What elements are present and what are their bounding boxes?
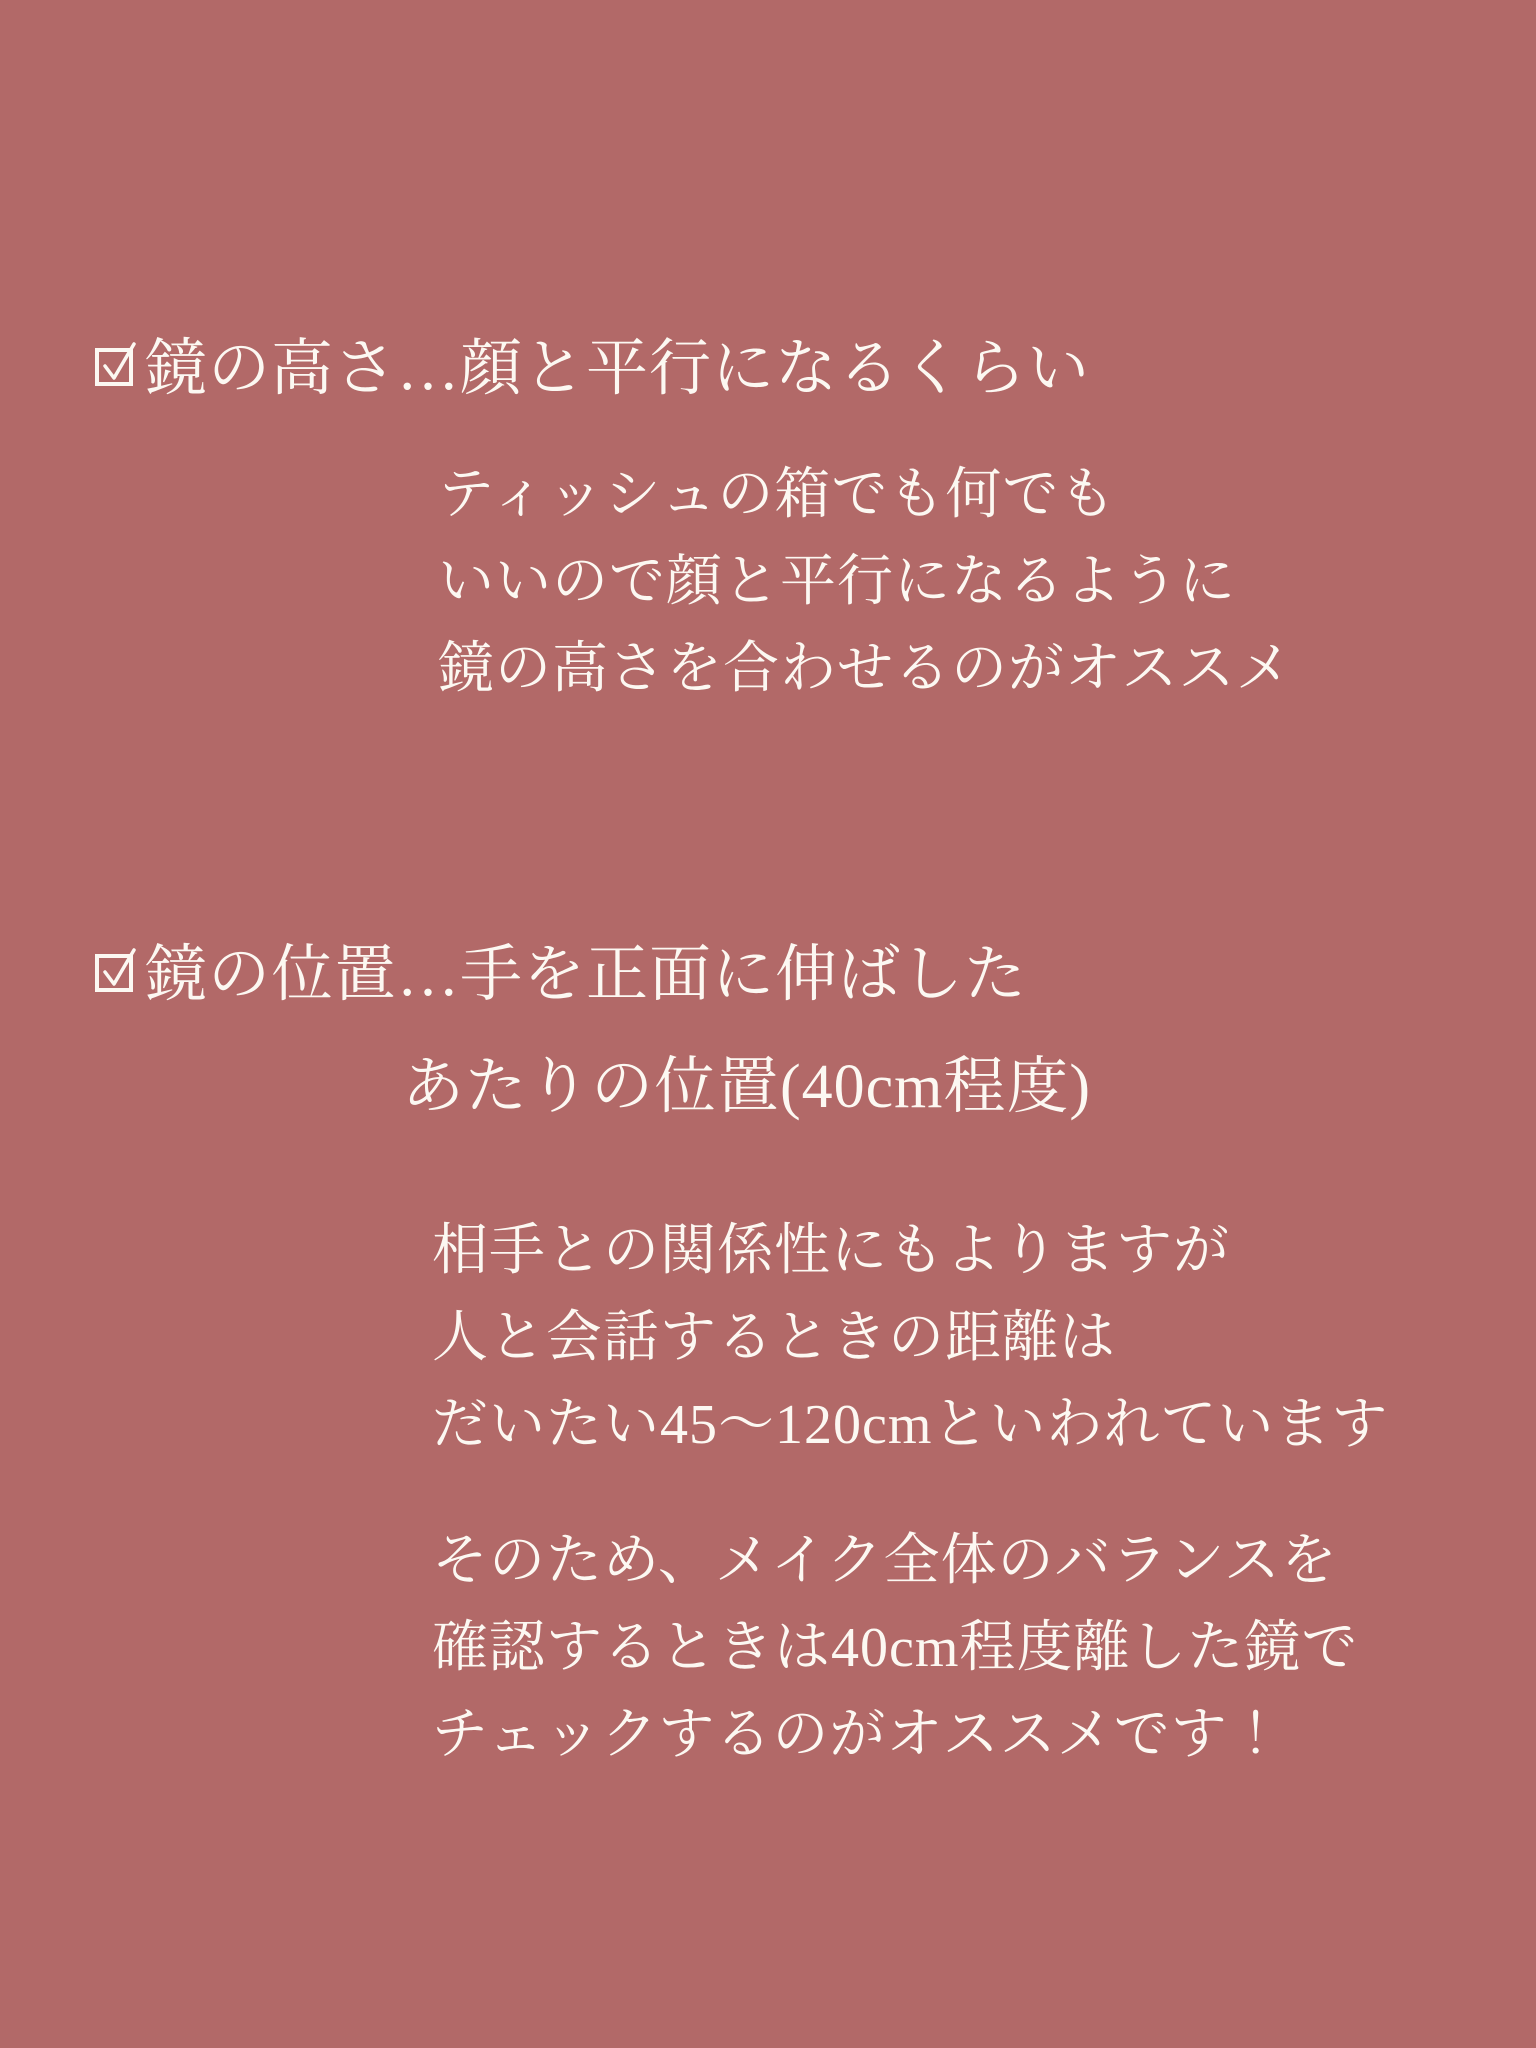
- note-line: そのため、メイク全体のバランスを: [432, 1530, 1338, 1592]
- note-line: 人と会話するときの距離は: [432, 1307, 1116, 1369]
- checked-checkbox-icon: [95, 348, 133, 386]
- checked-checkbox-icon: [95, 954, 133, 992]
- recommendation-note: [432, 1518, 1358, 1779]
- heading-mirror-position-label: 鏡の位置…手を正面に伸ばした: [145, 941, 1028, 1009]
- conversation-distance-note: [432, 1208, 1388, 1469]
- heading-mirror-position: [95, 938, 1027, 1012]
- note-line: 相手との関係性にもよりますが: [432, 1220, 1230, 1282]
- heading-mirror-position-line2: あたりの位置(40cm程度): [402, 1053, 1092, 1121]
- note-line: チェックするのがオススメです！: [432, 1704, 1285, 1766]
- heading-mirror-height-label: 鏡の高さ…顔と平行になるくらい: [145, 335, 1091, 403]
- note-line: 確認するときは40cm程度離した鏡で: [432, 1617, 1359, 1679]
- note-line: いいので顔と平行になるように: [438, 551, 1236, 613]
- heading-mirror-height: [95, 332, 1090, 406]
- note-line: 鏡の高さを合わせるのがオススメ: [438, 638, 1293, 700]
- note-line: だいたい45〜120cmといわれています: [432, 1394, 1389, 1456]
- note-line: ティッシュの箱でも何でも: [438, 464, 1117, 526]
- mirror-height-note: [438, 452, 1292, 713]
